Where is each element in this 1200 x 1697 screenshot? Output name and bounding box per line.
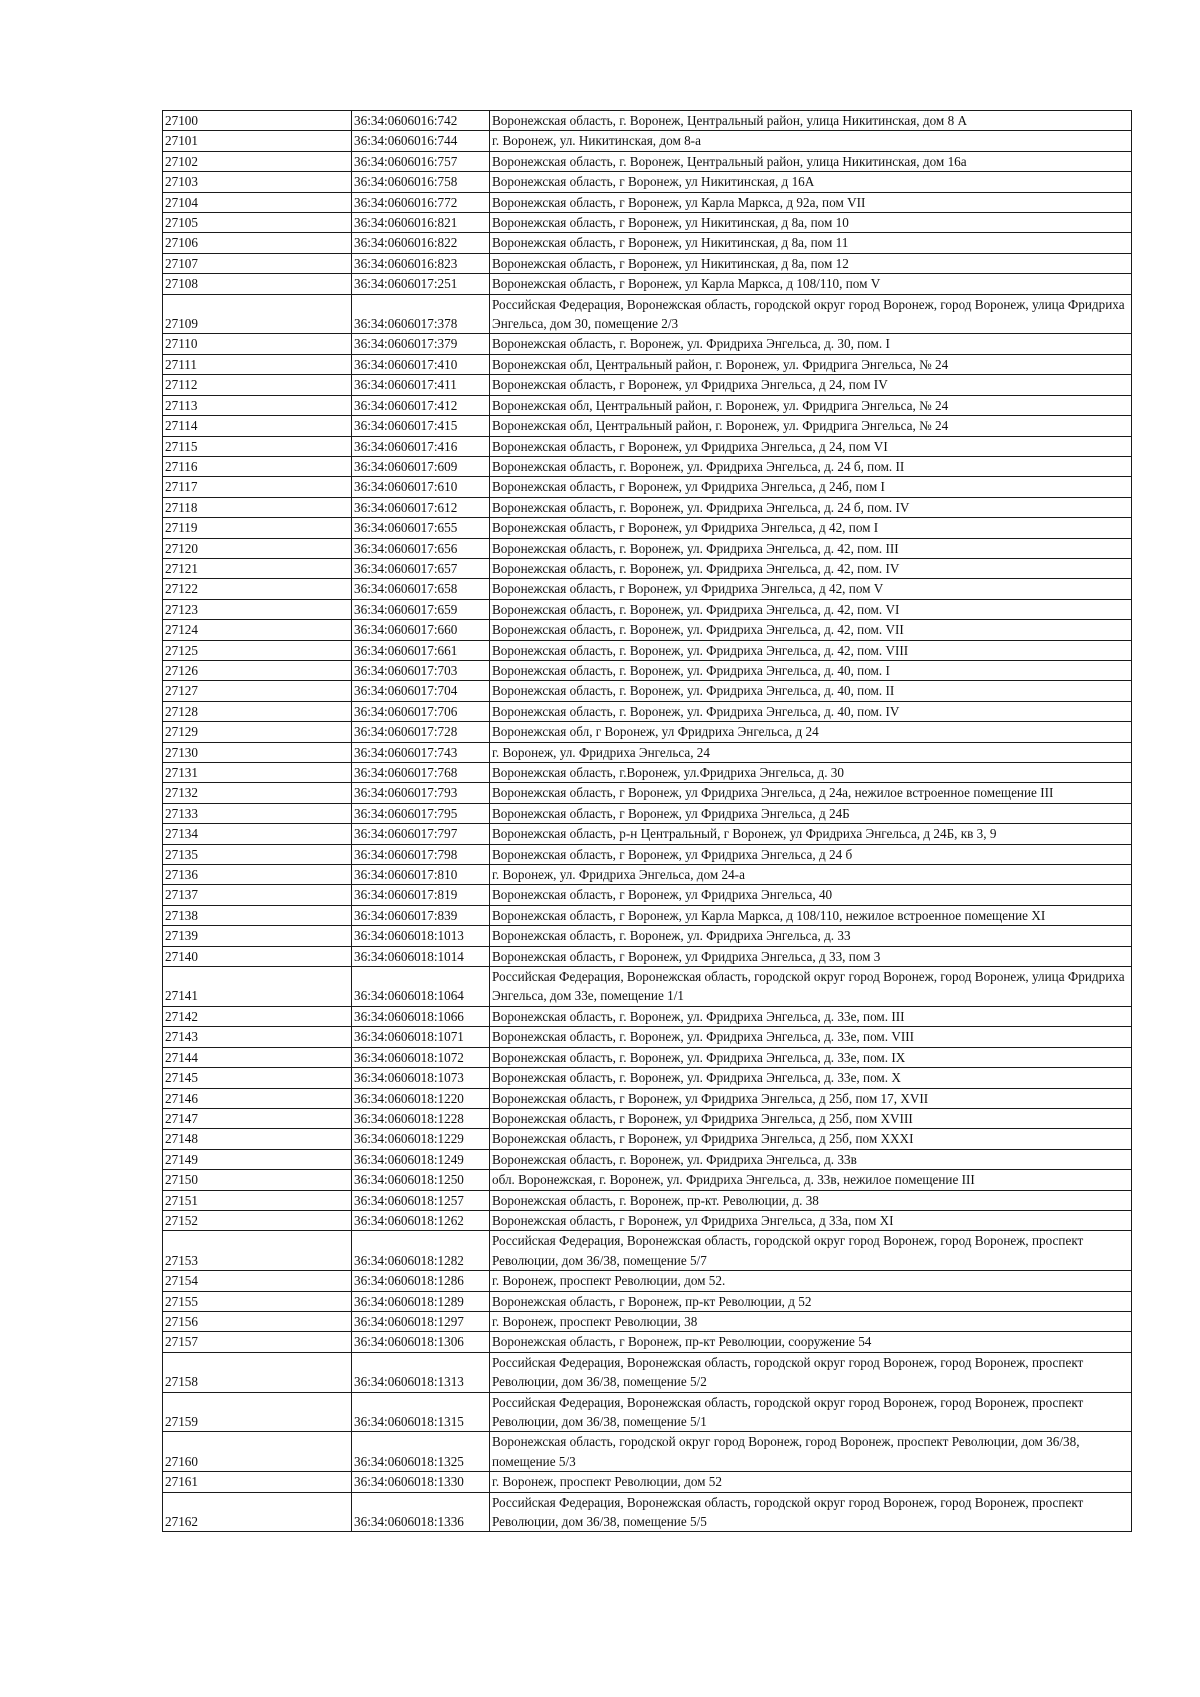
address-cell: Российская Федерация, Воронежская область, городской округ город Воронеж, город Воронеж, проспект Революции, дом 36/38, помещение 5/2 — [490, 1352, 1132, 1392]
cadastral-number-cell: 36:34:0606018:1249 — [352, 1149, 490, 1169]
row-number-cell: 27108 — [163, 274, 352, 294]
table-row — [163, 518, 1132, 538]
address-cell: Воронежская область, г. Воронеж, ул. Фридриха Энгельса, д. 33е, пом. VIII — [490, 1027, 1132, 1047]
table-row — [163, 701, 1132, 721]
address-cell: Российская Федерация, Воронежская область, городской округ город Воронеж, город Воронеж, улица Фридриха Энгельса, дом 33е, помещение 1/1 — [490, 967, 1132, 1007]
table-row — [163, 1271, 1132, 1291]
row-number-cell: 27136 — [163, 865, 352, 885]
address-cell: Воронежская область, г. Воронеж, ул. Фридриха Энгельса, д. 24 б, пом. II — [490, 456, 1132, 476]
row-number-cell: 27123 — [163, 599, 352, 619]
cadastral-number-cell: 36:34:0606017:660 — [352, 620, 490, 640]
row-number-cell: 27132 — [163, 783, 352, 803]
table-body — [163, 111, 1132, 1532]
table-row — [163, 1332, 1132, 1352]
address-cell: Воронежская область, г. Воронеж, ул. Фридриха Энгельса, д. 33е, пом. III — [490, 1006, 1132, 1026]
cadastral-number-cell: 36:34:0606016:823 — [352, 253, 490, 273]
cadastral-number-cell: 36:34:0606018:1229 — [352, 1129, 490, 1149]
table-row — [163, 1047, 1132, 1067]
row-number-cell: 27104 — [163, 192, 352, 212]
cadastral-number-cell: 36:34:0606018:1297 — [352, 1311, 490, 1331]
table-row — [163, 416, 1132, 436]
cadastral-number-cell: 36:34:0606018:1073 — [352, 1068, 490, 1088]
table-row — [163, 395, 1132, 415]
row-number-cell: 27137 — [163, 885, 352, 905]
row-number-cell: 27158 — [163, 1352, 352, 1392]
cadastral-number-cell: 36:34:0606018:1306 — [352, 1332, 490, 1352]
cadastral-number-cell: 36:34:0606017:657 — [352, 558, 490, 578]
address-cell: Воронежская область, г Воронеж, ул Карла Маркса, д 108/110, нежилое встроенное помещение XI — [490, 905, 1132, 925]
cadastral-number-cell: 36:34:0606018:1325 — [352, 1432, 490, 1472]
row-number-cell: 27103 — [163, 172, 352, 192]
address-cell: Российская Федерация, Воронежская область, городской округ город Воронеж, город Воронеж, проспект Революции, дом 36/38, помещение 5/5 — [490, 1492, 1132, 1532]
table-row — [163, 111, 1132, 131]
row-number-cell: 27157 — [163, 1332, 352, 1352]
cadastral-number-cell: 36:34:0606017:610 — [352, 477, 490, 497]
address-cell: Воронежская область, г Воронеж, ул Фридриха Энгельса, д 24, пом VI — [490, 436, 1132, 456]
table-row — [163, 436, 1132, 456]
cadastral-number-cell: 36:34:0606017:793 — [352, 783, 490, 803]
row-number-cell: 27112 — [163, 375, 352, 395]
table-row — [163, 620, 1132, 640]
table-row — [163, 151, 1132, 171]
cadastral-number-cell: 36:34:0606017:659 — [352, 599, 490, 619]
address-cell: Воронежская область, г. Воронеж, ул. Фридриха Энгельса, д. 42, пом. IV — [490, 558, 1132, 578]
cadastral-number-cell: 36:34:0606018:1286 — [352, 1271, 490, 1291]
table-row — [163, 538, 1132, 558]
table-row — [163, 599, 1132, 619]
table-row — [163, 967, 1132, 1007]
cadastral-number-cell: 36:34:0606017:728 — [352, 722, 490, 742]
table-row — [163, 1149, 1132, 1169]
address-cell: Воронежская область, г Воронеж, ул Фридриха Энгельса, д 24 б — [490, 844, 1132, 864]
row-number-cell: 27147 — [163, 1108, 352, 1128]
cadastral-number-cell: 36:34:0606017:706 — [352, 701, 490, 721]
row-number-cell: 27119 — [163, 518, 352, 538]
address-cell: Воронежская обл, Центральный район, г. Воронеж, ул. Фридрига Энгельса, № 24 — [490, 416, 1132, 436]
row-number-cell: 27156 — [163, 1311, 352, 1331]
table-row — [163, 497, 1132, 517]
address-cell: Воронежская область, г. Воронеж, ул. Фридриха Энгельса, д. 42, пом. VI — [490, 599, 1132, 619]
address-cell: Воронежская область, г Воронеж, ул Фридриха Энгельса, д 25б, пом 17, XVII — [490, 1088, 1132, 1108]
cadastral-number-cell: 36:34:0606017:415 — [352, 416, 490, 436]
table-row — [163, 926, 1132, 946]
cadastral-number-cell: 36:34:0606018:1066 — [352, 1006, 490, 1026]
table-row — [163, 213, 1132, 233]
row-number-cell: 27128 — [163, 701, 352, 721]
address-cell: Воронежская область, г Воронеж, ул Фридриха Энгельса, 40 — [490, 885, 1132, 905]
address-cell: обл. Воронежская, г. Воронеж, ул. Фридриха Энгельса, д. 33в, нежилое помещение III — [490, 1170, 1132, 1190]
address-cell: Воронежская область, г. Воронеж, ул. Фридриха Энгельса, д. 24 б, пом. IV — [490, 497, 1132, 517]
table-row — [163, 1492, 1132, 1532]
cadastral-number-cell: 36:34:0606018:1072 — [352, 1047, 490, 1067]
address-cell: Воронежская область, г Воронеж, ул Никитинская, д 8а, пом 10 — [490, 213, 1132, 233]
address-cell: г. Воронеж, ул. Фридриха Энгельса, 24 — [490, 742, 1132, 762]
address-cell: Воронежская область, г. Воронеж, ул. Фридриха Энгельса, д. 33е, пом. X — [490, 1068, 1132, 1088]
cadastral-number-cell: 36:34:0606018:1220 — [352, 1088, 490, 1108]
table-row — [163, 1352, 1132, 1392]
address-cell: Воронежская область, г. Воронеж, ул. Фридриха Энгельса, д. 40, пом. II — [490, 681, 1132, 701]
row-number-cell: 27162 — [163, 1492, 352, 1532]
cadastral-number-cell: 36:34:0606018:1014 — [352, 946, 490, 966]
address-cell: Воронежская область, г Воронеж, ул Карла Маркса, д 92а, пом VII — [490, 192, 1132, 212]
row-number-cell: 27125 — [163, 640, 352, 660]
address-cell: Воронежская область, г Воронеж, ул Фридриха Энгельса, д 24Б — [490, 803, 1132, 823]
row-number-cell: 27110 — [163, 334, 352, 354]
row-number-cell: 27121 — [163, 558, 352, 578]
row-number-cell: 27135 — [163, 844, 352, 864]
row-number-cell: 27113 — [163, 395, 352, 415]
table-row — [163, 558, 1132, 578]
cadastral-number-cell: 36:34:0606017:412 — [352, 395, 490, 415]
address-cell: Воронежская обл, Центральный район, г. Воронеж, ул. Фридрига Энгельса, № 24 — [490, 395, 1132, 415]
table-row — [163, 1311, 1132, 1331]
address-cell: Воронежская область, г. Воронеж, Центральный район, улица Никитинская, дом 8 А — [490, 111, 1132, 131]
address-cell: Воронежская область, г. Воронеж, ул. Фридриха Энгельса, д. 42, пом. VII — [490, 620, 1132, 640]
row-number-cell: 27155 — [163, 1291, 352, 1311]
table-row — [163, 640, 1132, 660]
address-cell: Воронежская область, г. Воронеж, пр-кт. Революции, д. 38 — [490, 1190, 1132, 1210]
address-cell: Воронежская область, г Воронеж, ул Никитинская, д 16А — [490, 172, 1132, 192]
table-row — [163, 1170, 1132, 1190]
table-row — [163, 1129, 1132, 1149]
cadastral-number-cell: 36:34:0606018:1313 — [352, 1352, 490, 1392]
row-number-cell: 27105 — [163, 213, 352, 233]
row-number-cell: 27107 — [163, 253, 352, 273]
cadastral-number-cell: 36:34:0606018:1330 — [352, 1472, 490, 1492]
table-row — [163, 885, 1132, 905]
row-number-cell: 27101 — [163, 131, 352, 151]
cadastral-number-cell: 36:34:0606017:839 — [352, 905, 490, 925]
address-cell: Воронежская область, г Воронеж, ул Фридриха Энгельса, д 24, пом IV — [490, 375, 1132, 395]
table-row — [163, 1088, 1132, 1108]
row-number-cell: 27116 — [163, 456, 352, 476]
row-number-cell: 27106 — [163, 233, 352, 253]
table-row — [163, 294, 1132, 334]
address-cell: Воронежская область, г. Воронеж, Центральный район, улица Никитинская, дом 16а — [490, 151, 1132, 171]
address-cell: Воронежская область, г Воронеж, ул Фридриха Энгельса, д 25б, пом XVIII — [490, 1108, 1132, 1128]
address-cell: Воронежская область, г Воронеж, ул Фридриха Энгельса, д 25б, пом XXXI — [490, 1129, 1132, 1149]
row-number-cell: 27150 — [163, 1170, 352, 1190]
cadastral-number-cell: 36:34:0606017:609 — [352, 456, 490, 476]
row-number-cell: 27161 — [163, 1472, 352, 1492]
row-number-cell: 27139 — [163, 926, 352, 946]
cadastral-number-cell: 36:34:0606018:1282 — [352, 1231, 490, 1271]
table-row — [163, 865, 1132, 885]
row-number-cell: 27143 — [163, 1027, 352, 1047]
cadastral-number-cell: 36:34:0606016:772 — [352, 192, 490, 212]
table-row — [163, 1190, 1132, 1210]
table-row — [163, 253, 1132, 273]
cadastral-number-cell: 36:34:0606017:743 — [352, 742, 490, 762]
table-row — [163, 803, 1132, 823]
cadastral-number-cell: 36:34:0606017:768 — [352, 763, 490, 783]
cadastral-number-cell: 36:34:0606017:612 — [352, 497, 490, 517]
row-number-cell: 27151 — [163, 1190, 352, 1210]
cadastral-number-cell: 36:34:0606017:379 — [352, 334, 490, 354]
table-row — [163, 172, 1132, 192]
address-cell: г. Воронеж, проспект Революции, дом 52. — [490, 1271, 1132, 1291]
address-cell: Воронежская область, г.Воронеж, ул.Фридриха Энгельса, д. 30 — [490, 763, 1132, 783]
cadastral-number-cell: 36:34:0606017:378 — [352, 294, 490, 334]
address-cell: г. Воронеж, ул. Фридриха Энгельса, дом 24-а — [490, 865, 1132, 885]
cadastral-number-cell: 36:34:0606018:1289 — [352, 1291, 490, 1311]
row-number-cell: 27146 — [163, 1088, 352, 1108]
address-cell: Воронежская область, г Воронеж, ул Фридриха Энгельса, д 33а, пом XI — [490, 1210, 1132, 1230]
row-number-cell: 27142 — [163, 1006, 352, 1026]
address-cell: Воронежская область, г. Воронеж, ул. Фридриха Энгельса, д. 30, пом. I — [490, 334, 1132, 354]
table-row — [163, 1210, 1132, 1230]
row-number-cell: 27138 — [163, 905, 352, 925]
cadastral-number-cell: 36:34:0606016:744 — [352, 131, 490, 151]
cadastral-number-cell: 36:34:0606017:655 — [352, 518, 490, 538]
cadastral-number-cell: 36:34:0606017:704 — [352, 681, 490, 701]
address-cell: Воронежская область, г Воронеж, ул Фридриха Энгельса, д 42, пом V — [490, 579, 1132, 599]
cadastral-number-cell: 36:34:0606016:758 — [352, 172, 490, 192]
row-number-cell: 27152 — [163, 1210, 352, 1230]
cadastral-number-cell: 36:34:0606017:819 — [352, 885, 490, 905]
address-cell: Воронежская область, г Воронеж, пр-кт Революции, сооружение 54 — [490, 1332, 1132, 1352]
table-row — [163, 1291, 1132, 1311]
row-number-cell: 27100 — [163, 111, 352, 131]
address-cell: Воронежская область, городской округ город Воронеж, город Воронеж, проспект Революции, дом 36/38, помещение 5/3 — [490, 1432, 1132, 1472]
address-cell: Воронежская область, г. Воронеж, ул. Фридриха Энгельса, д. 42, пом. VIII — [490, 640, 1132, 660]
table-row — [163, 844, 1132, 864]
table-row — [163, 1068, 1132, 1088]
address-cell: Воронежская область, г Воронеж, ул Фридриха Энгельса, д 33, пом 3 — [490, 946, 1132, 966]
table-row — [163, 905, 1132, 925]
cadastral-number-cell: 36:34:0606016:742 — [352, 111, 490, 131]
cadastral-number-cell: 36:34:0606016:821 — [352, 213, 490, 233]
row-number-cell: 27115 — [163, 436, 352, 456]
cadastral-number-cell: 36:34:0606016:757 — [352, 151, 490, 171]
address-cell: Воронежская область, г Воронеж, ул Никитинская, д 8а, пом 12 — [490, 253, 1132, 273]
row-number-cell: 27134 — [163, 824, 352, 844]
address-cell: Воронежская область, г. Воронеж, ул. Фридриха Энгельса, д. 40, пом. IV — [490, 701, 1132, 721]
address-cell: Воронежская область, г. Воронеж, ул. Фридриха Энгельса, д. 40, пом. I — [490, 660, 1132, 680]
address-cell: Воронежская область, г Воронеж, ул Фридриха Энгельса, д 24а, нежилое встроенное помещение III — [490, 783, 1132, 803]
cadastral-number-cell: 36:34:0606017:658 — [352, 579, 490, 599]
table-row — [163, 477, 1132, 497]
address-cell: Российская Федерация, Воронежская область, городской округ город Воронеж, город Воронеж, проспект Революции, дом 36/38, помещение 5/1 — [490, 1392, 1132, 1432]
address-cell: Российская Федерация, Воронежская область, городской округ город Воронеж, город Воронеж, проспект Революции, дом 36/38, помещение 5/7 — [490, 1231, 1132, 1271]
table-row — [163, 1432, 1132, 1472]
cadastral-number-cell: 36:34:0606017:703 — [352, 660, 490, 680]
cadastral-number-cell: 36:34:0606018:1257 — [352, 1190, 490, 1210]
table-row — [163, 334, 1132, 354]
address-cell: Воронежская область, р-н Центральный, г Воронеж, ул Фридриха Энгельса, д 24Б, кв 3, 9 — [490, 824, 1132, 844]
cadastral-number-cell: 36:34:0606017:410 — [352, 354, 490, 374]
cadastral-table — [162, 110, 1132, 1532]
table-row — [163, 681, 1132, 701]
table-row — [163, 579, 1132, 599]
address-cell: Воронежская область, г. Воронеж, ул. Фридриха Энгельса, д. 42, пом. III — [490, 538, 1132, 558]
row-number-cell: 27126 — [163, 660, 352, 680]
row-number-cell: 27144 — [163, 1047, 352, 1067]
table-row — [163, 1231, 1132, 1271]
address-cell: г. Воронеж, проспект Революции, 38 — [490, 1311, 1132, 1331]
row-number-cell: 27140 — [163, 946, 352, 966]
row-number-cell: 27114 — [163, 416, 352, 436]
address-cell: г. Воронеж, ул. Никитинская, дом 8-а — [490, 131, 1132, 151]
cadastral-number-cell: 36:34:0606018:1228 — [352, 1108, 490, 1128]
row-number-cell: 27118 — [163, 497, 352, 517]
address-cell: Российская Федерация, Воронежская область, городской округ город Воронеж, город Воронеж, улица Фридриха Энгельса, дом 30, помещение 2/3 — [490, 294, 1132, 334]
row-number-cell: 27159 — [163, 1392, 352, 1432]
cadastral-number-cell: 36:34:0606017:661 — [352, 640, 490, 660]
cadastral-number-cell: 36:34:0606017:251 — [352, 274, 490, 294]
row-number-cell: 27149 — [163, 1149, 352, 1169]
table-row — [163, 233, 1132, 253]
row-number-cell: 27160 — [163, 1432, 352, 1472]
row-number-cell: 27117 — [163, 477, 352, 497]
cadastral-number-cell: 36:34:0606018:1262 — [352, 1210, 490, 1230]
table-row — [163, 1108, 1132, 1128]
cadastral-number-cell: 36:34:0606018:1336 — [352, 1492, 490, 1532]
table-row — [163, 1006, 1132, 1026]
row-number-cell: 27111 — [163, 354, 352, 374]
row-number-cell: 27148 — [163, 1129, 352, 1149]
cadastral-number-cell: 36:34:0606017:798 — [352, 844, 490, 864]
cadastral-number-cell: 36:34:0606017:795 — [352, 803, 490, 823]
cadastral-number-cell: 36:34:0606018:1315 — [352, 1392, 490, 1432]
cadastral-number-cell: 36:34:0606017:656 — [352, 538, 490, 558]
row-number-cell: 27124 — [163, 620, 352, 640]
row-number-cell: 27109 — [163, 294, 352, 334]
table-row — [163, 274, 1132, 294]
row-number-cell: 27131 — [163, 763, 352, 783]
address-cell: Воронежская область, г. Воронеж, ул. Фридриха Энгельса, д. 33 — [490, 926, 1132, 946]
table-row — [163, 375, 1132, 395]
table-row — [163, 192, 1132, 212]
cadastral-number-cell: 36:34:0606018:1013 — [352, 926, 490, 946]
row-number-cell: 27122 — [163, 579, 352, 599]
address-cell: Воронежская область, г Воронеж, пр-кт Революции, д 52 — [490, 1291, 1132, 1311]
address-cell: Воронежская область, г. Воронеж, ул. Фридриха Энгельса, д. 33в — [490, 1149, 1132, 1169]
cadastral-number-cell: 36:34:0606017:810 — [352, 865, 490, 885]
cadastral-number-cell: 36:34:0606018:1064 — [352, 967, 490, 1007]
table-row — [163, 783, 1132, 803]
table-row — [163, 1027, 1132, 1047]
cadastral-number-cell: 36:34:0606017:797 — [352, 824, 490, 844]
address-cell: Воронежская обл, г Воронеж, ул Фридриха Энгельса, д 24 — [490, 722, 1132, 742]
table-row — [163, 660, 1132, 680]
cadastral-number-cell: 36:34:0606017:416 — [352, 436, 490, 456]
address-cell: Воронежская область, г Воронеж, ул Фридриха Энгельса, д 24б, пом I — [490, 477, 1132, 497]
address-cell: г. Воронеж, проспект Революции, дом 52 — [490, 1472, 1132, 1492]
row-number-cell: 27153 — [163, 1231, 352, 1271]
row-number-cell: 27129 — [163, 722, 352, 742]
address-cell: Воронежская обл, Центральный район, г. Воронеж, ул. Фридрига Энгельса, № 24 — [490, 354, 1132, 374]
table-row — [163, 722, 1132, 742]
table-row — [163, 946, 1132, 966]
table-row — [163, 1392, 1132, 1432]
address-cell: Воронежская область, г Воронеж, ул Карла Маркса, д 108/110, пом V — [490, 274, 1132, 294]
row-number-cell: 27130 — [163, 742, 352, 762]
table-row — [163, 763, 1132, 783]
table-row — [163, 456, 1132, 476]
row-number-cell: 27133 — [163, 803, 352, 823]
row-number-cell: 27127 — [163, 681, 352, 701]
cadastral-number-cell: 36:34:0606018:1250 — [352, 1170, 490, 1190]
row-number-cell: 27145 — [163, 1068, 352, 1088]
table-row — [163, 1472, 1132, 1492]
table-row — [163, 354, 1132, 374]
table-row — [163, 742, 1132, 762]
address-cell: Воронежская область, г Воронеж, ул Никитинская, д 8а, пом 11 — [490, 233, 1132, 253]
cadastral-number-cell: 36:34:0606016:822 — [352, 233, 490, 253]
table-row — [163, 824, 1132, 844]
table-row — [163, 131, 1132, 151]
address-cell: Воронежская область, г Воронеж, ул Фридриха Энгельса, д 42, пом I — [490, 518, 1132, 538]
row-number-cell: 27141 — [163, 967, 352, 1007]
cadastral-number-cell: 36:34:0606017:411 — [352, 375, 490, 395]
row-number-cell: 27120 — [163, 538, 352, 558]
cadastral-number-cell: 36:34:0606018:1071 — [352, 1027, 490, 1047]
row-number-cell: 27102 — [163, 151, 352, 171]
address-cell: Воронежская область, г. Воронеж, ул. Фридриха Энгельса, д. 33е, пом. IX — [490, 1047, 1132, 1067]
row-number-cell: 27154 — [163, 1271, 352, 1291]
